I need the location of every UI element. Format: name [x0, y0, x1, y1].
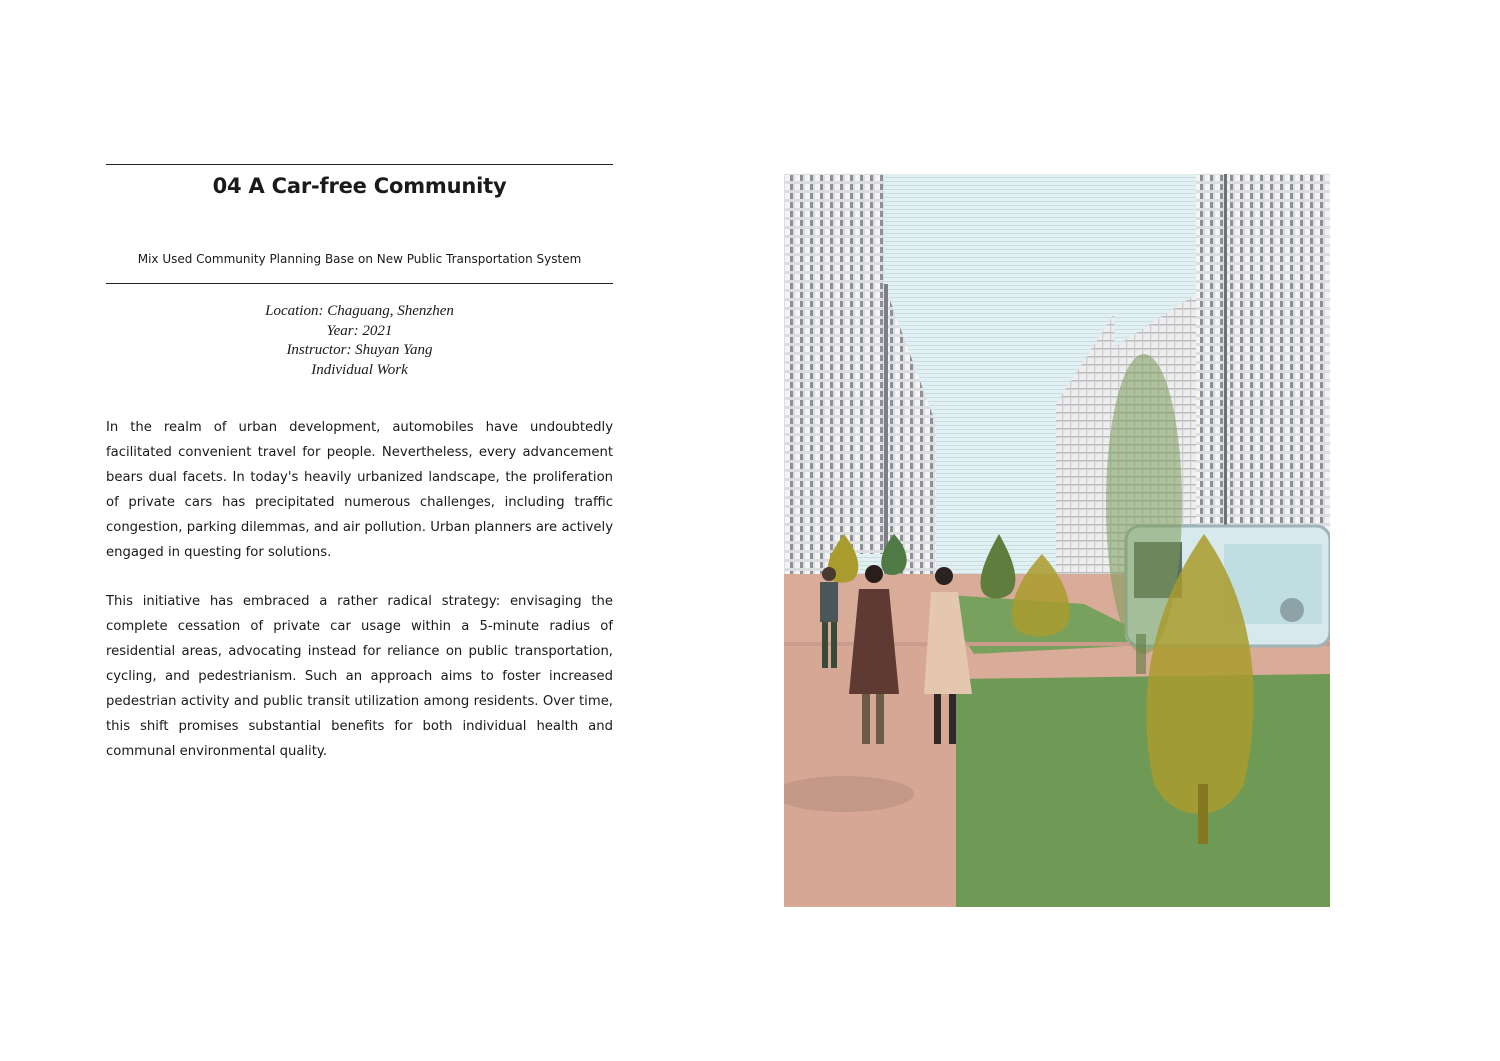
work-type-line: Individual Work	[311, 361, 408, 378]
left-tower-1	[784, 174, 832, 594]
body-paragraph-2: This initiative has embraced a rather radical strategy: envisaging the complete cessation of private car usage within a 5-minute radius of residential areas, advocating instead for reliance on public transportation, cycling, and pedestrianism. Such an approach aims to foster increased pedestrian activity and public transit utilization among residents. Over time, this shift promises substantial benefits for both individual health and communal environmental quality.	[106, 594, 613, 759]
top-divider	[106, 164, 613, 165]
left-tower-2	[832, 174, 884, 554]
location-line: Location: Chaguang, Shenzhen	[265, 303, 454, 319]
lawn-main	[956, 674, 1330, 907]
project-info	[106, 302, 613, 380]
middle-divider	[106, 283, 613, 284]
year-line: Year: 2021	[326, 322, 393, 339]
project-title: 04 A Car-free Community	[212, 174, 507, 198]
project-subtitle: Mix Used Community Planning Base on New Public Transportation System	[137, 252, 582, 266]
body-paragraph-1: In the realm of urban development, automobiles have undoubtedly facilitated convenient travel for people. Nevertheless, every advancement bears dual facets. In today's heavily urbanized landscape, the proliferation of private cars has precipitated numerous challenges, including traffic congestion, parking dilemmas, and air pollution. Urban planners are actively engaged in questing for solutions.	[106, 420, 613, 560]
street-rendering-image	[784, 174, 1330, 907]
instructor-line: Instructor: Shuyan Yang	[286, 342, 433, 358]
